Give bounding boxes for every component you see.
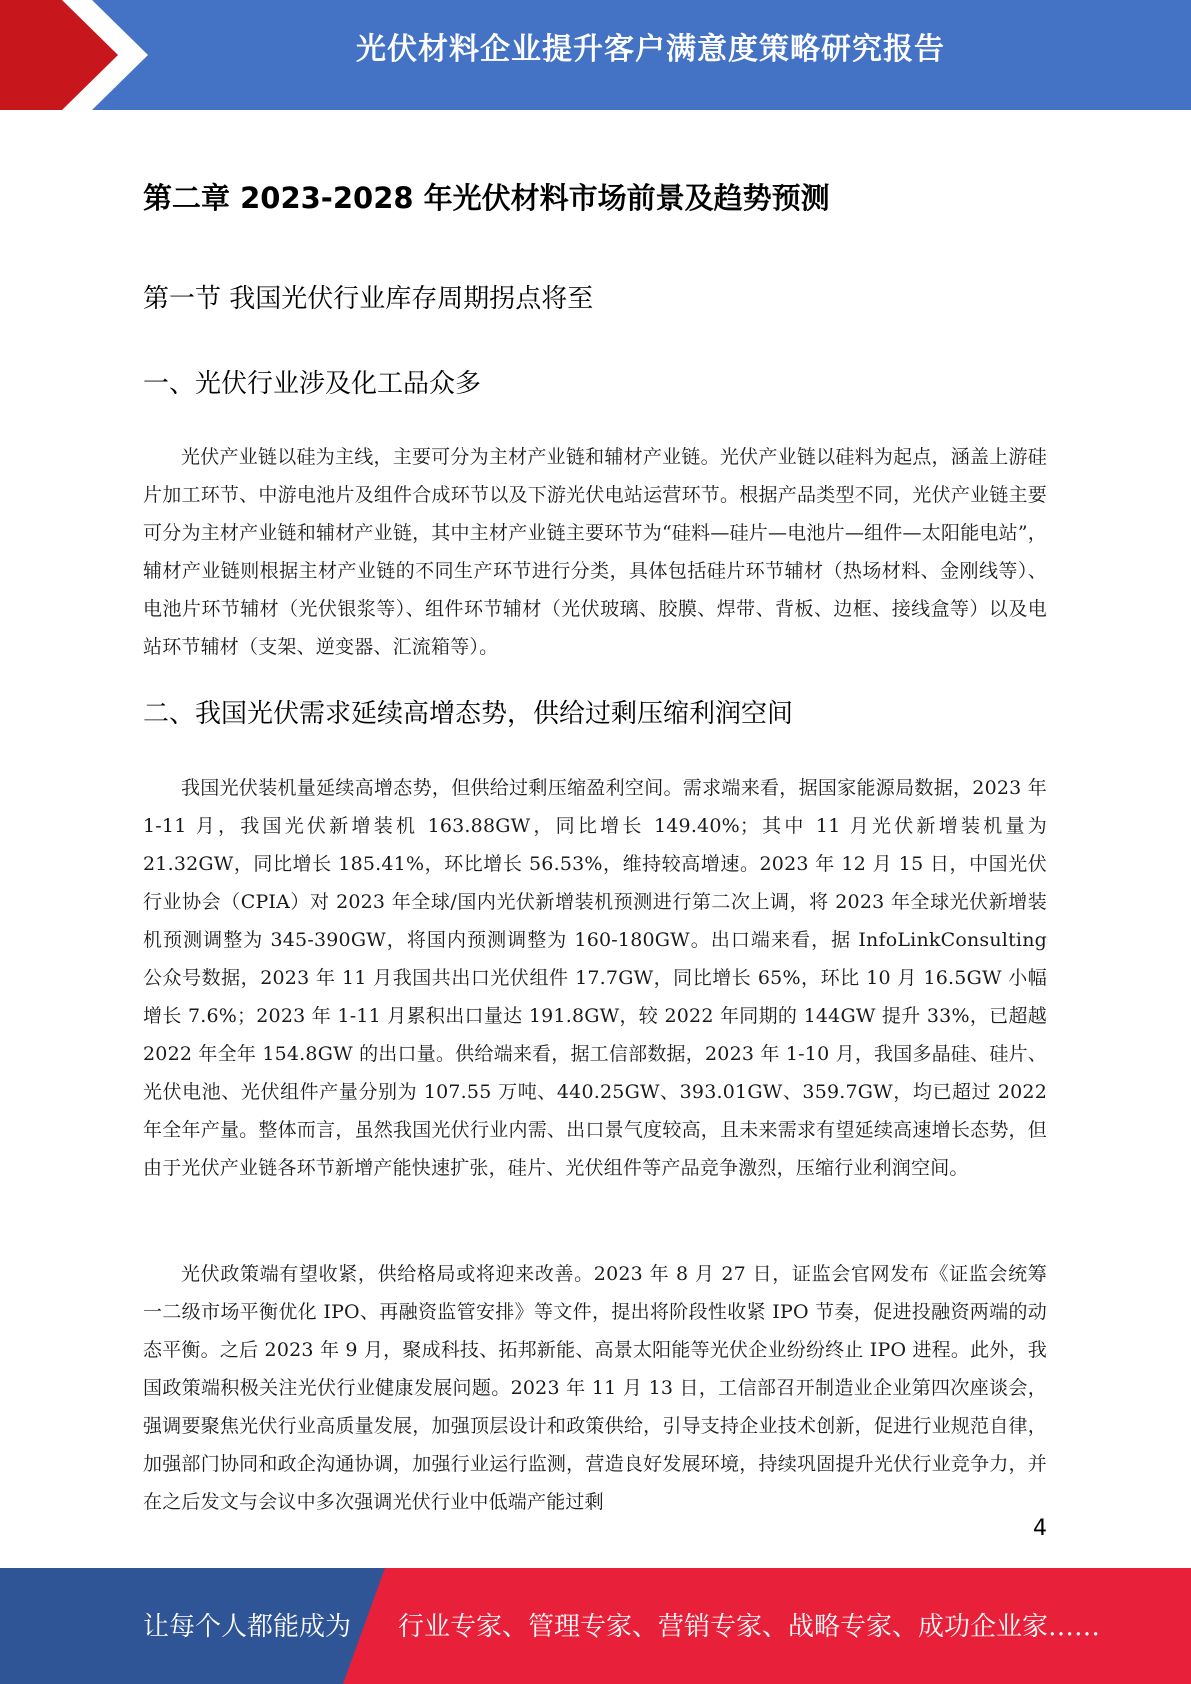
footer-slogan-right: 行业专家、管理专家、营销专家、战略专家、成功企业家…… [398,1612,1101,1642]
header-arrow-decoration [0,0,160,110]
paragraph-2: 我国光伏装机量延续高增态势，但供给过剩压缩盈利空间。需求端来看，据国家能源局数据，2023 年 1-11 月，我国光伏新增装机 163.88GW，同比增长 149.40%；其中 11 月光伏新增装机量为 21.32GW，同比增长 185.41%，环比增长 56.53%，维持较高增速。2023 年 12 月 15 日，中国光伏行业协会（CPIA）对 2023 年全球/国内光伏新增装机预测进行第二次上调，将 2023 年全球光伏新增装机预测调整为 345-390GW，将国内预测调整为 160-180GW。出口端来看，据 InfoLinkConsulting 公众号数据，2023 年 11 月我国共出口光伏组件 17.7GW，同比增长 65%，环比 10 月 16.5GW 小幅增长 7.6%；2023 年 1-11 月累积出口量达 191.8GW，较 2022 年同期的 144GW 提升 33%，已超越 2022 年全年 154.8GW 的出口量。供给端来看，据工信部数据，2023 年 1-10 月，我国多晶硅、硅片、光伏电池、光伏组件产量分别为 107.55 万吨、440.25GW、393.01GW、359.7GW，均已超过 2022 年全年产量。整体而言，虽然我国光伏行业内需、出口景气度较高，且未来需求有望延续高速增长态势，但由于光伏产业链各环节新增产能快速扩张，硅片、光伏组件等产品竞争激烈，压缩行业利润空间。 [143,777,1047,1179]
header-banner [0,0,1191,110]
page-number: 4 [1033,1516,1047,1541]
subsection-title-1: 一、光伏行业涉及化工品众多 [143,369,482,399]
paragraph-1: 光伏产业链以硅为主线，主要可分为主材产业链和辅材产业链。光伏产业链以硅料为起点，涵盖上游硅片加工环节、中游电池片及组件合成环节以及下游光伏电站运营环节。根据产品类型不同，光伏产业链主要可分为主材产业链和辅材产业链，其中主材产业链主要环节为“硅料—硅片—电池片—组件—太阳能电站”，辅材产业链则根据主材产业链的不同生产环节进行分类，具体包括硅片环节辅材（热场材料、金刚线等）、电池片环节辅材（光伏银浆等）、组件环节辅材（光伏玻璃、胶膜、焊带、背板、边框、接线盒等）以及电站环节辅材（支架、逆变器、汇流箱等）。 [143,446,1047,658]
subsection-title-2: 二、我国光伏需求延续高增态势，供给过剩压缩利润空间 [143,699,794,729]
footer-banner [0,1568,1191,1684]
section-title: 第一节 我国光伏行业库存周期拐点将至 [143,284,594,314]
footer-slogan-left: 让每个人都能成为 [143,1612,352,1642]
paragraph-3: 光伏政策端有望收紧，供给格局或将迎来改善。2023 年 8 月 27 日，证监会官网发布《证监会统筹一二级市场平衡优化 IPO、再融资监管安排》等文件，提出将阶段性收紧 IPO 节奏，促进投融资两端的动态平衡。之后 2023 年 9 月，聚成科技、拓邦新能、高景太阳能等光伏企业纷纷终止 IPO 进程。此外，我国政策端积极关注光伏行业健康发展问题。2023 年 11 月 13 日，工信部召开制造业企业第四次座谈会，强调要聚焦光伏行业高质量发展，加强顶层设计和政策供给，引导支持企业技术创新，促进行业规范自律，加强部门协同和政企沟通协调，加强行业运行监测，营造良好发展环境，持续巩固提升光伏行业竞争力，并在之后发文与会议中多次强调光伏行业中低端产能过剩 [143,1263,1047,1513]
chapter-title: 第二章 2023-2028 年光伏材料市场前景及趋势预测 [143,181,830,215]
report-title: 光伏材料企业提升客户满意度策略研究报告 [356,32,945,67]
